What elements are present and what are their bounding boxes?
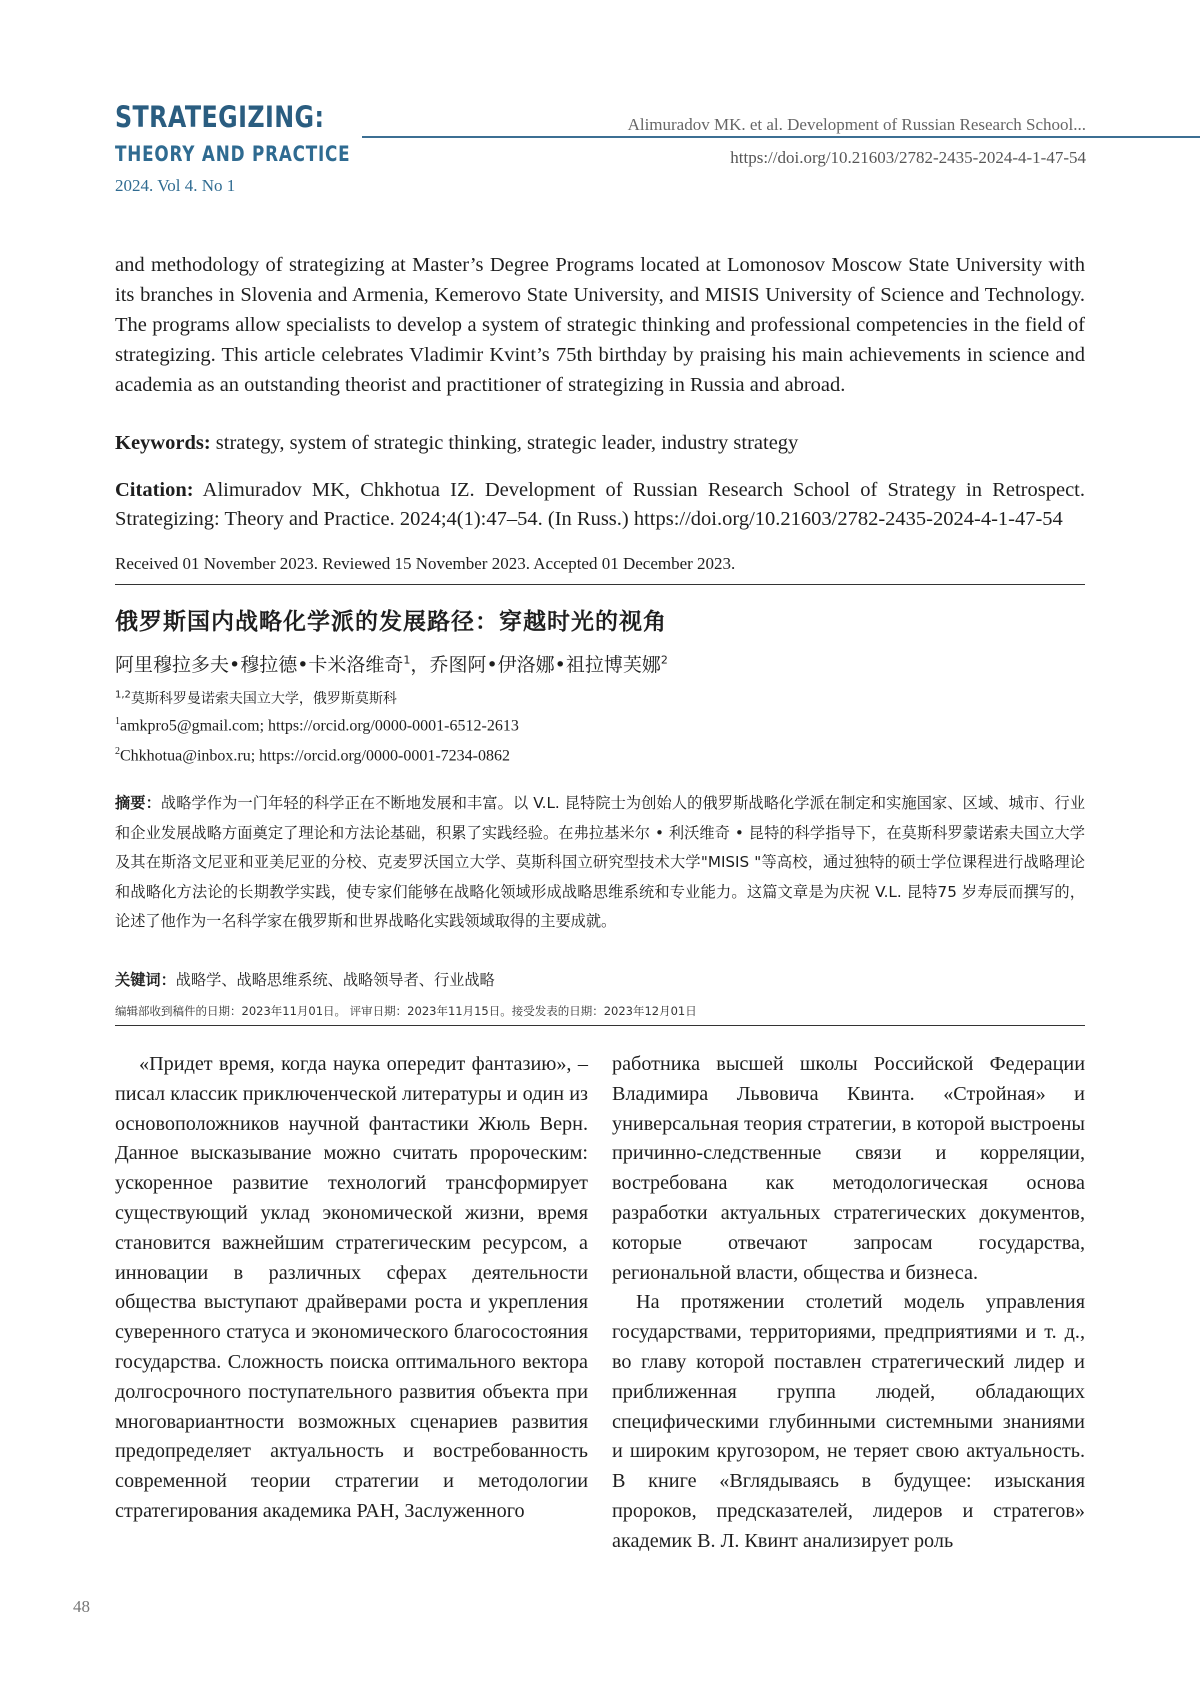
section-divider (115, 1025, 1085, 1026)
author-1-sup: 1 (403, 653, 411, 667)
chinese-abstract-text: 战略学作为一门年轻的科学正在不断地发展和丰富。以 V.L. 昆特院士为创始人的俄罗斯战略化学派在制定和实施国家、区域、城市、行业和企业发展战略方面奠定了理论和方法论基础，积累了实践经验。在弗拉基米尔 • 利沃维奇 • 昆特的科学指导下，在莫斯科罗蒙诺索夫国立大学及其在斯洛文尼亚和亚美尼亚的分校、克麦罗沃国立大学、莫斯科国立研究型技术大学"MISIS "等高校，通过独特的硕士学位课程进行战略理论和战略化方法论的长期教学实践，使专家们能够在战略化领域形成战略思维系统和专业能力。这篇文章是为庆祝 V.L. 昆特75 岁寿辰而撰写的，论述了他作为一名科学家在俄罗斯和世界战略化实践领域取得的主要成就。 (115, 794, 1086, 930)
body-paragraph: работника высшей школы Российской Федерации Владимира Львовича Квинта. «Стройная» и универсальная теория стратегии, в которой выстроены причинно-следственные связи и корреляции, востребована как методологическая основа разработки актуальных стратегических документов, которые отвечают запросам государства, региональной власти, общества и бизнеса. (612, 1053, 1085, 1284)
affiliation-text: 莫斯科罗曼诺索夫国立大学，俄罗斯莫斯科 (130, 691, 397, 707)
keywords-label: Keywords: (115, 432, 211, 454)
contact-1-sup: 1 (115, 716, 120, 727)
author-2-sup: 2 (660, 653, 668, 667)
citation-label: Citation: (115, 479, 194, 501)
issue-info: 2024. Vol 4. No 1 (115, 176, 236, 195)
chinese-authors (115, 650, 668, 677)
citation-text: Alimuradov MK, Chkhotua IZ. Development of Russian Research School of Strategy in Retrospect. Strategizing: Theory and Practice. 2024;4(1):47–54. (In Russ.) https://doi.org/10.21603/2782-2435-2024-4-1-47-54 (115, 479, 1085, 530)
article-dates: Received 01 November 2023. Reviewed 15 November 2023. Accepted 01 December 2023. (115, 554, 736, 573)
chinese-keywords-label: 关键词： (115, 971, 176, 989)
keywords-en (115, 428, 1085, 458)
chinese-keywords-text: 战略学、战略思维系统、战略领导者、行业战略 (175, 971, 495, 989)
author-2-contact (115, 746, 510, 765)
chinese-affiliation (115, 688, 397, 708)
body-paragraph: На протяжении столетий модель управления государствами, территориями, предприятиями и т. д., во главу которой поставлен стратегический лидер и приближенная группа людей, обладающих специфическими глубинными системными знаниями и широким кругозором, не теряет свою актуальность. В книге «Вглядываясь в будущее: изыскания пророков, предсказателей, лидеров и стратегов» академик В. Л. Квинт анализирует роль (612, 1291, 1085, 1552)
author-2: 乔图阿•伊洛娜•祖拉博芙娜 (429, 654, 661, 676)
section-divider (115, 584, 1085, 585)
journal-subtitle: THEORY AND PRACTICE (115, 142, 351, 166)
journal-name: STRATEGIZING: (115, 100, 325, 134)
body-right-column (612, 1050, 1085, 1557)
chinese-dates: 编辑部收到稿件的日期：2023年11月01日。 评审日期：2023年11月15日。接受发表的日期：2023年12月01日 (115, 1004, 697, 1018)
abstract-continuation: and methodology of strategizing at Master’s Degree Programs located at Lomonosov Moscow State University with its branches in Slovenia and Armenia, Kemerovo State University, and MISIS University of Science and Technology. The programs allow specialists to develop a system of strategic thinking and professional competencies in the field of strategizing. This article celebrates Vladimir Kvint’s 75th birthday by praising his main achievements in science and academia as an outstanding theorist and practitioner of strategizing in Russia and abroad. (115, 254, 1085, 396)
body-paragraph: «Придет время, когда наука опередит фантазию», – писал классик приключенческой литературы и один из основоположников научной фантастики Жюль Верн. Данное высказывание можно считать пророческим: ускоренное развитие технологий трансформирует существующий уклад экономической жизни, время становится важнейшим стратегическим ресурсом, а инновации в различных сферах деятельности общества выступают драйверами роста и укрепления суверенного статуса и экономического благосостояния государства. Сложность поиска оптимального вектора долгосрочного поступательного развития объекта при многовариантности возможных сценариев развития предопределяет актуальность и востребованность современной теории стратегии и методологии стратегирования академика РАН, Заслуженного (115, 1053, 588, 1522)
header-rule (362, 136, 1200, 138)
header-doi-link[interactable]: https://doi.org/10.21603/2782-2435-2024-4-1-47-54 (730, 148, 1086, 167)
author-1: 阿里穆拉多夫•穆拉德•卡米洛维奇 (115, 654, 404, 676)
author-separator: ， (410, 654, 430, 676)
chinese-title: 俄罗斯国内战略化学派的发展路径：穿越时光的视角 (115, 609, 667, 635)
running-title: Alimuradov MK. et al. Development of Russian Research School... (627, 115, 1086, 134)
contact-1-link[interactable]: amkpro5@gmail.com; https://orcid.org/0000-0001-6512-2613 (120, 717, 519, 735)
page-number: 48 (73, 1597, 90, 1616)
body-left-column (115, 1050, 588, 1527)
chinese-abstract (115, 789, 1085, 937)
keywords-text: strategy, system of strategic thinking, strategic leader, industry strategy (215, 432, 799, 454)
citation (115, 476, 1085, 534)
chinese-abstract-label: 摘要： (115, 794, 161, 812)
affiliation-sup: 1,2 (115, 689, 131, 701)
contact-2-sup: 2 (115, 746, 120, 757)
chinese-keywords (115, 969, 495, 990)
author-1-contact (115, 716, 519, 735)
contact-2-link[interactable]: Chkhotua@inbox.ru; https://orcid.org/0000-0001-7234-0862 (120, 747, 510, 765)
